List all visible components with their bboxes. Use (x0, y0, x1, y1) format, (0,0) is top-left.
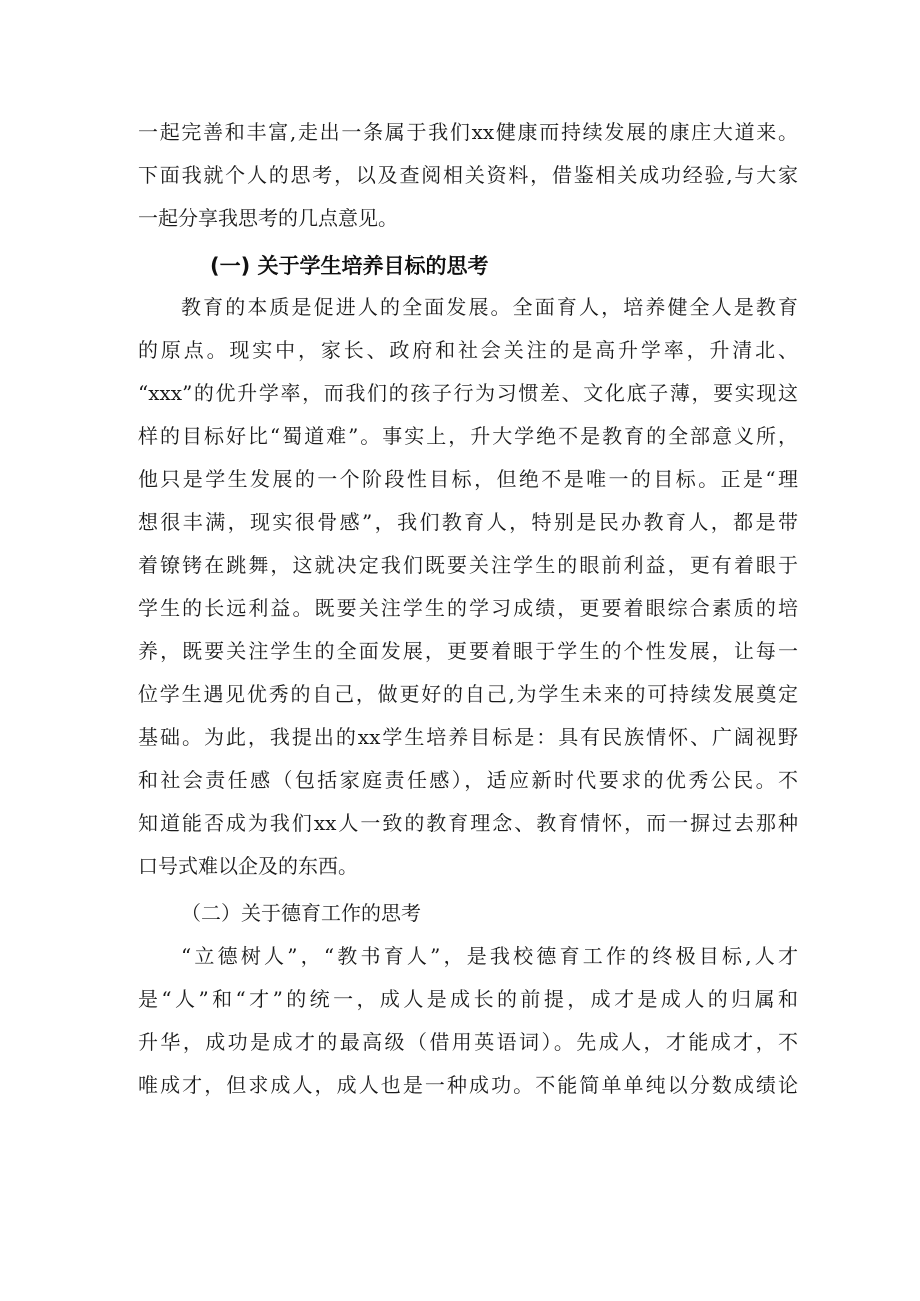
intro-line-3: 一起分享我思考的几点意见。 (138, 206, 398, 230)
section-1-line-13: 知道能否成为我们xx人一致的教育理念、教育情怀，而一摒过去那种 (138, 811, 798, 835)
section-1-line-12: 和社会责任感（包括家庭责任感），适应新时代要求的优秀公民。不 (138, 768, 798, 792)
section-1-line-6: 想很丰满，现实很骨感”，我们教育人，特别是民办教育人，都是带 (138, 510, 798, 534)
section-1-heading: (一) 关于学生培养目标的思考 (210, 254, 489, 278)
section-1-line-7: 着镣铐在跳舞，这就决定我们既要关注学生的眼前利益，更有着眼于 (138, 553, 798, 577)
section-2-line-2: 是“人”和“才”的统一，成人是成长的前提，成才是成人的归属和 (138, 987, 798, 1011)
section-1-line-10: 位学生遇见优秀的自己，做更好的自己,为学生未来的可持续发展奠定 (138, 682, 798, 706)
section-2-line-3: 升华，成功是成才的最高级（借用英语词）。先成人，才能成才，不 (138, 1030, 798, 1054)
section-2-line-1: “立德树人”，“教书育人”，是我校德育工作的终极目标,人才 (181, 944, 798, 968)
intro-line-2: 下面我就个人的思考，以及查阅相关资料，借鉴相关成功经验,与大家 (138, 163, 798, 187)
section-1-line-4: 样的目标好比“蜀道难”。事实上，升大学绝不是教育的全部意义所， (138, 424, 798, 448)
section-1-line-8: 学生的长远利益。既要关注学生的学习成绩，更要着眼综合素质的培 (138, 596, 798, 620)
section-1-line-14: 口号式难以企及的东西。 (138, 854, 358, 878)
section-2-heading: （二）关于德育工作的思考 (181, 901, 421, 925)
intro-line-1: 一起完善和丰富,走出一条属于我们xx健康而持续发展的康庄大道来。 (138, 120, 798, 144)
section-1-line-11: 基础。为此，我提出的xx学生培养目标是：具有民族情怀、广阔视野 (138, 725, 798, 749)
section-1-line-3: “xxx”的优升学率，而我们的孩子行为习惯差、文化底子薄，要实现这 (138, 381, 798, 405)
section-1-line-5: 他只是学生发展的一个阶段性目标，但绝不是唯一的目标。正是“理 (138, 467, 798, 491)
section-1-line-2: 的原点。现实中，家长、政府和社会关注的是高升学率，升清北、 (138, 338, 798, 362)
section-1-line-9: 养，既要关注学生的全面发展，更要着眼于学生的个性发展，让每一 (138, 639, 798, 663)
section-1-line-1: 教育的本质是促进人的全面发展。全面育人，培养健全人是教育 (181, 295, 798, 319)
section-2-line-4: 唯成才，但求成人，成人也是一种成功。不能简单单纯以分数成绩论 (138, 1073, 798, 1097)
